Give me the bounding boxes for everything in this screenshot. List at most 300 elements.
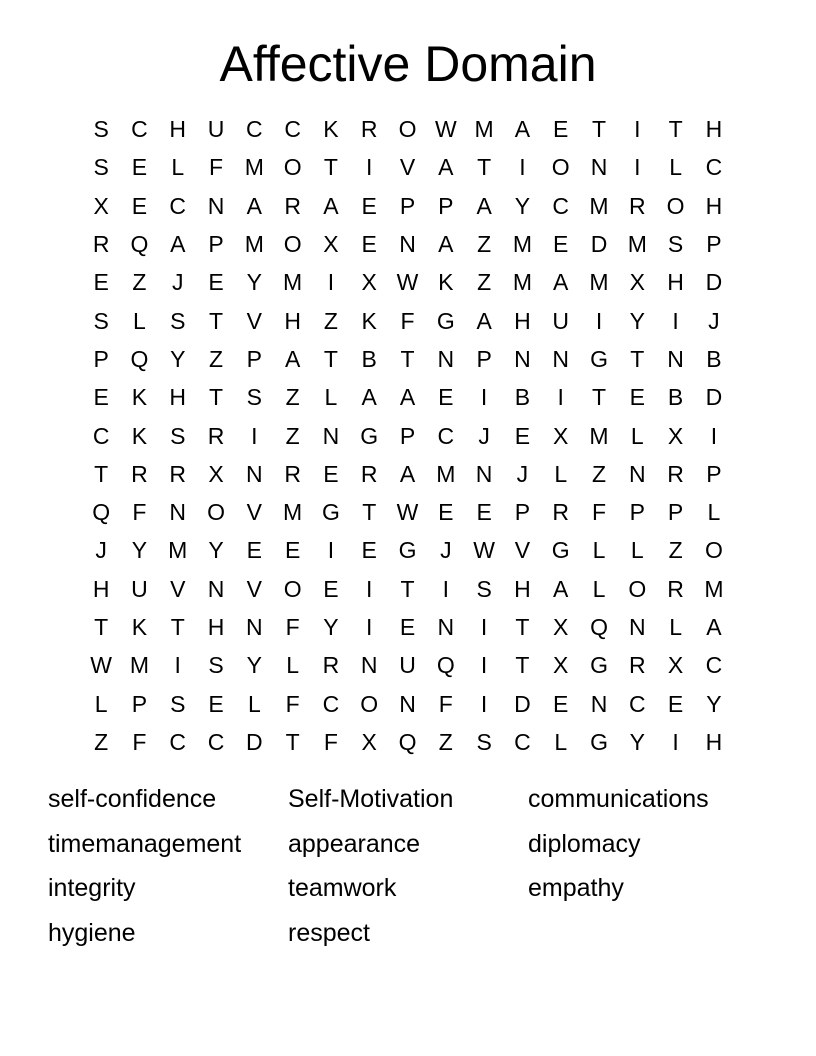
grid-cell: Q	[436, 652, 455, 679]
grid-row	[82, 225, 733, 263]
grid-cell: R	[322, 652, 340, 679]
grid-cell: T	[323, 154, 338, 181]
grid-cell: N	[246, 460, 263, 487]
grid-cell: S	[246, 384, 262, 411]
word-list-item: self-confidence	[48, 785, 217, 813]
grid-cell: O	[398, 116, 417, 143]
grid-cell: H	[705, 728, 723, 755]
grid-cell: E	[438, 499, 454, 526]
grid-cell: N	[514, 345, 531, 372]
grid-cell: I	[672, 728, 679, 755]
grid-cell: R	[552, 499, 570, 526]
grid-cell: S	[93, 116, 109, 143]
word-list-item: hygiene	[48, 919, 136, 948]
grid-cell: C	[131, 116, 148, 143]
grid-cell: A	[706, 614, 722, 640]
grid-cell: K	[323, 116, 339, 143]
grid-cell: I	[595, 307, 603, 334]
grid-cell: D	[590, 231, 608, 258]
word-list-item: empathy	[528, 874, 624, 903]
grid-cell: E	[284, 537, 301, 564]
grid-cell: I	[480, 690, 488, 717]
grid-cell: V	[170, 575, 186, 602]
grid-cell: L	[554, 460, 568, 487]
grid-cell: C	[705, 652, 723, 679]
grid-cell: P	[476, 345, 492, 372]
grid-cell: C	[246, 116, 263, 143]
grid-cell: Y	[246, 269, 262, 296]
grid-cell: S	[170, 307, 186, 334]
grid-cell: G	[436, 307, 455, 334]
grid-cell: N	[246, 614, 263, 640]
grid-cell: T	[362, 499, 377, 526]
grid-row	[82, 723, 733, 761]
grid-cell: S	[476, 728, 492, 755]
grid-row	[82, 570, 733, 608]
grid-cell: Y	[514, 192, 531, 219]
grid-cell: T	[94, 614, 109, 640]
grid-cell: Y	[629, 307, 645, 334]
grid-cell: A	[438, 231, 454, 258]
grid-cell: L	[669, 154, 682, 181]
grid-cell: E	[131, 192, 148, 219]
grid-cell: I	[251, 422, 258, 449]
grid-cell: U	[131, 575, 148, 602]
grid-cell: G	[551, 537, 570, 564]
grid-cell: X	[667, 422, 684, 449]
grid-cell: P	[93, 345, 109, 372]
grid-cell: Y	[706, 690, 722, 717]
grid-cell: U	[399, 652, 416, 679]
grid-cell: T	[285, 728, 300, 755]
grid-cell: D	[705, 384, 723, 411]
grid-row	[82, 531, 733, 569]
grid-cell: X	[553, 422, 569, 449]
grid-cell: T	[668, 116, 683, 143]
grid-cell: C	[705, 154, 723, 181]
grid-cell: A	[476, 192, 492, 219]
grid-cell: P	[399, 422, 416, 449]
grid-cell: M	[589, 269, 609, 296]
grid-cell: R	[628, 652, 646, 679]
grid-row	[82, 416, 733, 454]
grid-cell: I	[634, 116, 641, 143]
grid-cell: E	[93, 269, 109, 296]
grid-cell: C	[628, 690, 646, 717]
grid-cell: X	[361, 269, 377, 296]
grid-cell: T	[515, 614, 530, 640]
grid-cell: T	[515, 652, 530, 679]
grid-cell: M	[474, 116, 494, 143]
grid-cell: X	[667, 652, 684, 679]
grid-cell: P	[706, 460, 722, 487]
grid-cell: S	[667, 231, 684, 258]
grid-cell: M	[512, 231, 532, 258]
grid-cell: R	[360, 116, 378, 143]
grid-cell: F	[438, 690, 453, 717]
grid-cell: E	[553, 116, 569, 143]
grid-cell: Y	[323, 614, 339, 640]
grid-cell: Z	[285, 384, 300, 411]
grid-cell: I	[480, 652, 488, 679]
grid-cell: R	[169, 460, 187, 487]
grid-cell: N	[360, 652, 378, 679]
grid-cell: B	[361, 345, 377, 372]
grid-cell: M	[512, 269, 532, 296]
grid-row	[82, 148, 733, 186]
grid-cell: P	[399, 192, 416, 219]
grid-cell: X	[208, 460, 224, 487]
grid-cell: A	[514, 116, 531, 143]
grid-cell: W	[473, 537, 495, 564]
grid-cell: J	[478, 422, 490, 449]
grid-cell: A	[553, 269, 569, 296]
grid-cell: X	[553, 614, 569, 640]
grid-cell: A	[438, 154, 454, 181]
grid-cell: L	[707, 499, 721, 526]
grid-cell: L	[554, 728, 568, 755]
grid-cell: H	[92, 575, 110, 602]
word-list-item: communications	[528, 785, 709, 813]
grid-cell: E	[629, 384, 645, 411]
grid-cell: Y	[629, 728, 645, 755]
grid-cell: I	[480, 384, 488, 411]
grid-cell: S	[93, 154, 109, 181]
grid-cell: L	[247, 690, 261, 717]
grid-cell: O	[628, 575, 647, 602]
grid-cell: H	[284, 307, 301, 334]
grid-cell: K	[131, 614, 148, 640]
grid-cell: Q	[130, 345, 149, 372]
grid-cell: Q	[398, 728, 417, 755]
grid-cell: L	[592, 537, 606, 564]
grid-cell: O	[360, 690, 379, 717]
grid-cell: R	[207, 422, 225, 449]
grid-cell: N	[590, 690, 608, 717]
grid-cell: X	[93, 192, 109, 219]
grid-cell: E	[514, 422, 531, 449]
grid-cell: Z	[323, 307, 338, 334]
grid-cell: M	[168, 537, 188, 564]
grid-cell: T	[400, 575, 415, 602]
word-list-item: Self-Motivation	[288, 785, 454, 813]
grid-row	[82, 646, 733, 684]
grid-cell: Q	[92, 499, 111, 526]
grid-cell: E	[93, 384, 109, 411]
grid-cell: T	[400, 345, 415, 372]
grid-cell: R	[131, 460, 148, 487]
grid-cell: K	[131, 384, 148, 411]
grid-cell: J	[516, 460, 529, 487]
grid-cell: C	[552, 192, 570, 219]
grid-cell: J	[708, 307, 720, 334]
grid-cell: H	[514, 307, 531, 334]
grid-cell: P	[629, 499, 645, 526]
grid-cell: M	[244, 154, 264, 181]
grid-cell: P	[706, 231, 722, 258]
grid-cell: C	[169, 192, 187, 219]
grid-cell: I	[366, 614, 373, 640]
grid-cell: R	[284, 460, 301, 487]
word-list-item: respect	[288, 919, 370, 948]
grid-cell: N	[475, 460, 493, 487]
grid-cell: I	[327, 537, 335, 564]
grid-cell: F	[132, 728, 147, 755]
grid-cell: M	[244, 231, 264, 258]
letter-grid	[82, 110, 733, 761]
grid-cell: Z	[285, 422, 300, 449]
grid-cell: I	[327, 269, 335, 296]
grid-cell: D	[514, 690, 531, 717]
grid-cell: T	[94, 460, 109, 487]
grid-cell: E	[246, 537, 262, 564]
grid-cell: M	[627, 231, 647, 258]
grid-cell: H	[514, 575, 531, 602]
grid-cell: O	[283, 231, 302, 258]
grid-cell: L	[669, 614, 682, 640]
grid-cell: I	[366, 154, 373, 181]
grid-cell: K	[438, 269, 454, 296]
grid-cell: F	[285, 690, 300, 717]
grid-cell: P	[246, 345, 262, 372]
grid-cell: U	[207, 116, 225, 143]
grid-cell: E	[553, 690, 569, 717]
grid-cell: V	[246, 575, 262, 602]
grid-cell: N	[437, 614, 455, 640]
grid-cell: U	[552, 307, 570, 334]
grid-cell: F	[209, 154, 224, 181]
grid-cell: E	[361, 192, 377, 219]
grid-row	[82, 110, 733, 148]
grid-cell: O	[704, 537, 723, 564]
grid-cell: Y	[208, 537, 224, 564]
grid-cell: C	[207, 728, 225, 755]
grid-cell: L	[94, 690, 108, 717]
grid-cell: J	[95, 537, 107, 564]
grid-cell: N	[437, 345, 455, 372]
grid-cell: L	[324, 384, 338, 411]
grid-cell: O	[666, 192, 685, 219]
grid-cell: D	[705, 269, 723, 296]
grid-cell: X	[553, 652, 569, 679]
grid-cell: V	[246, 499, 262, 526]
grid-cell: N	[399, 231, 416, 258]
grid-cell: N	[169, 499, 187, 526]
grid-cell: O	[207, 499, 225, 526]
grid-cell: L	[171, 154, 185, 181]
grid-cell: X	[361, 728, 377, 755]
grid-cell: X	[323, 231, 339, 258]
grid-cell: L	[133, 307, 146, 334]
grid-cell: E	[553, 231, 569, 258]
grid-cell: Z	[668, 537, 683, 564]
grid-cell: F	[591, 499, 607, 526]
grid-cell: T	[209, 307, 224, 334]
grid-cell: E	[323, 460, 339, 487]
grid-cell: Z	[477, 231, 492, 258]
grid-cell: X	[629, 269, 645, 296]
grid-cell: V	[246, 307, 262, 334]
grid-cell: V	[514, 537, 531, 564]
grid-cell: B	[514, 384, 531, 411]
grid-cell: A	[170, 231, 186, 258]
grid-cell: T	[323, 345, 338, 372]
word-list-item: teamwork	[288, 874, 397, 903]
grid-cell: G	[590, 652, 608, 679]
grid-cell: E	[476, 499, 492, 526]
grid-cell: Z	[132, 269, 147, 296]
word-list-item: appearance	[288, 829, 421, 858]
page-title: Affective Domain	[219, 36, 597, 92]
grid-cell: I	[710, 422, 718, 449]
grid-cell: A	[323, 192, 339, 219]
word-list-item: integrity	[48, 874, 136, 903]
grid-cell: H	[207, 614, 225, 640]
word-list	[48, 777, 768, 956]
grid-cell: O	[283, 154, 302, 181]
grid-cell: P	[438, 192, 454, 219]
grid-cell: G	[590, 728, 608, 755]
grid-cell: D	[246, 728, 263, 755]
grid-cell: L	[286, 652, 300, 679]
grid-cell: C	[169, 728, 187, 755]
grid-cell: R	[628, 192, 646, 219]
grid-cell: G	[360, 422, 379, 449]
grid-cell: W	[396, 269, 419, 296]
grid-cell: E	[208, 269, 224, 296]
grid-cell: I	[442, 575, 450, 602]
grid-cell: Z	[209, 345, 224, 372]
grid-cell: W	[396, 499, 419, 526]
grid-cell: T	[630, 345, 645, 372]
grid-cell: N	[399, 690, 416, 717]
grid-cell: C	[92, 422, 110, 449]
grid-row	[82, 340, 733, 378]
grid-cell: P	[208, 231, 224, 258]
grid-cell: G	[398, 537, 417, 564]
grid-cell: W	[90, 652, 112, 679]
word-list-item: diplomacy	[528, 829, 641, 858]
grid-cell: M	[283, 269, 303, 296]
grid-cell: Z	[477, 269, 492, 296]
grid-cell: R	[667, 575, 684, 602]
grid-row	[82, 684, 733, 722]
grid-cell: Z	[438, 728, 453, 755]
grid-cell: G	[321, 499, 340, 526]
grid-row	[82, 455, 733, 493]
grid-cell: F	[132, 499, 147, 526]
grid-cell: S	[170, 422, 186, 449]
grid-cell: S	[476, 575, 492, 602]
grid-cell: P	[667, 499, 684, 526]
grid-cell: O	[283, 575, 302, 602]
grid-cell: H	[169, 384, 187, 411]
grid-cell: R	[360, 460, 378, 487]
grid-cell: Q	[130, 231, 149, 258]
grid-cell: F	[400, 307, 415, 334]
grid-row	[82, 301, 733, 339]
grid-cell: H	[705, 116, 723, 143]
grid-cell: T	[170, 614, 185, 640]
grid-row	[82, 378, 733, 416]
grid-cell: M	[704, 575, 724, 602]
grid-cell: M	[589, 422, 609, 449]
grid-cell: E	[208, 690, 224, 717]
grid-cell: T	[477, 154, 492, 181]
grid-cell: P	[514, 499, 531, 526]
grid-cell: E	[399, 614, 416, 640]
grid-cell: I	[480, 614, 488, 640]
grid-cell: C	[322, 690, 340, 717]
grid-cell: E	[361, 231, 377, 258]
grid-cell: V	[399, 154, 416, 181]
grid-cell: I	[519, 154, 526, 181]
grid-cell: E	[438, 384, 454, 411]
grid-cell: Y	[131, 537, 148, 564]
grid-cell: E	[667, 690, 684, 717]
grid-cell: R	[284, 192, 301, 219]
grid-cell: S	[208, 652, 224, 679]
grid-cell: N	[628, 460, 646, 487]
grid-cell: L	[592, 575, 606, 602]
grid-cell: F	[285, 614, 300, 640]
grid-cell: A	[399, 460, 416, 487]
grid-cell: S	[93, 307, 109, 334]
grid-cell: L	[630, 422, 644, 449]
grid-cell: Z	[591, 460, 607, 487]
grid-cell: C	[284, 116, 301, 143]
grid-cell: A	[476, 307, 492, 334]
grid-cell: F	[323, 728, 338, 755]
grid-cell: A	[284, 345, 301, 372]
grid-cell: N	[667, 345, 684, 372]
grid-cell: T	[209, 384, 224, 411]
grid-cell: M	[129, 652, 150, 679]
grid-cell: K	[131, 422, 148, 449]
grid-cell: G	[590, 345, 608, 372]
grid-cell: I	[634, 154, 641, 181]
grid-cell: A	[361, 384, 377, 411]
grid-cell: N	[628, 614, 646, 640]
grid-cell: R	[667, 460, 684, 487]
grid-cell: A	[246, 192, 262, 219]
grid-cell: M	[589, 192, 609, 219]
grid-cell: E	[361, 537, 377, 564]
grid-cell: N	[552, 345, 570, 372]
grid-cell: C	[437, 422, 455, 449]
grid-cell: H	[169, 116, 187, 143]
grid-cell: J	[440, 537, 452, 564]
grid-cell: A	[399, 384, 416, 411]
grid-cell: C	[514, 728, 531, 755]
grid-cell: M	[436, 460, 456, 487]
grid-cell: Y	[170, 345, 186, 372]
grid-cell: I	[366, 575, 373, 602]
grid-cell: N	[590, 154, 608, 181]
grid-cell: A	[553, 575, 569, 602]
grid-row	[82, 263, 733, 301]
grid-cell: Q	[590, 614, 608, 640]
grid-cell: S	[170, 690, 186, 717]
grid-cell: I	[557, 384, 564, 411]
grid-cell: T	[591, 116, 607, 143]
grid-cell: I	[174, 652, 181, 679]
grid-cell: I	[672, 307, 679, 334]
grid-cell: H	[667, 269, 684, 296]
grid-cell: N	[207, 192, 225, 219]
grid-cell: N	[322, 422, 340, 449]
grid-cell: H	[705, 192, 723, 219]
